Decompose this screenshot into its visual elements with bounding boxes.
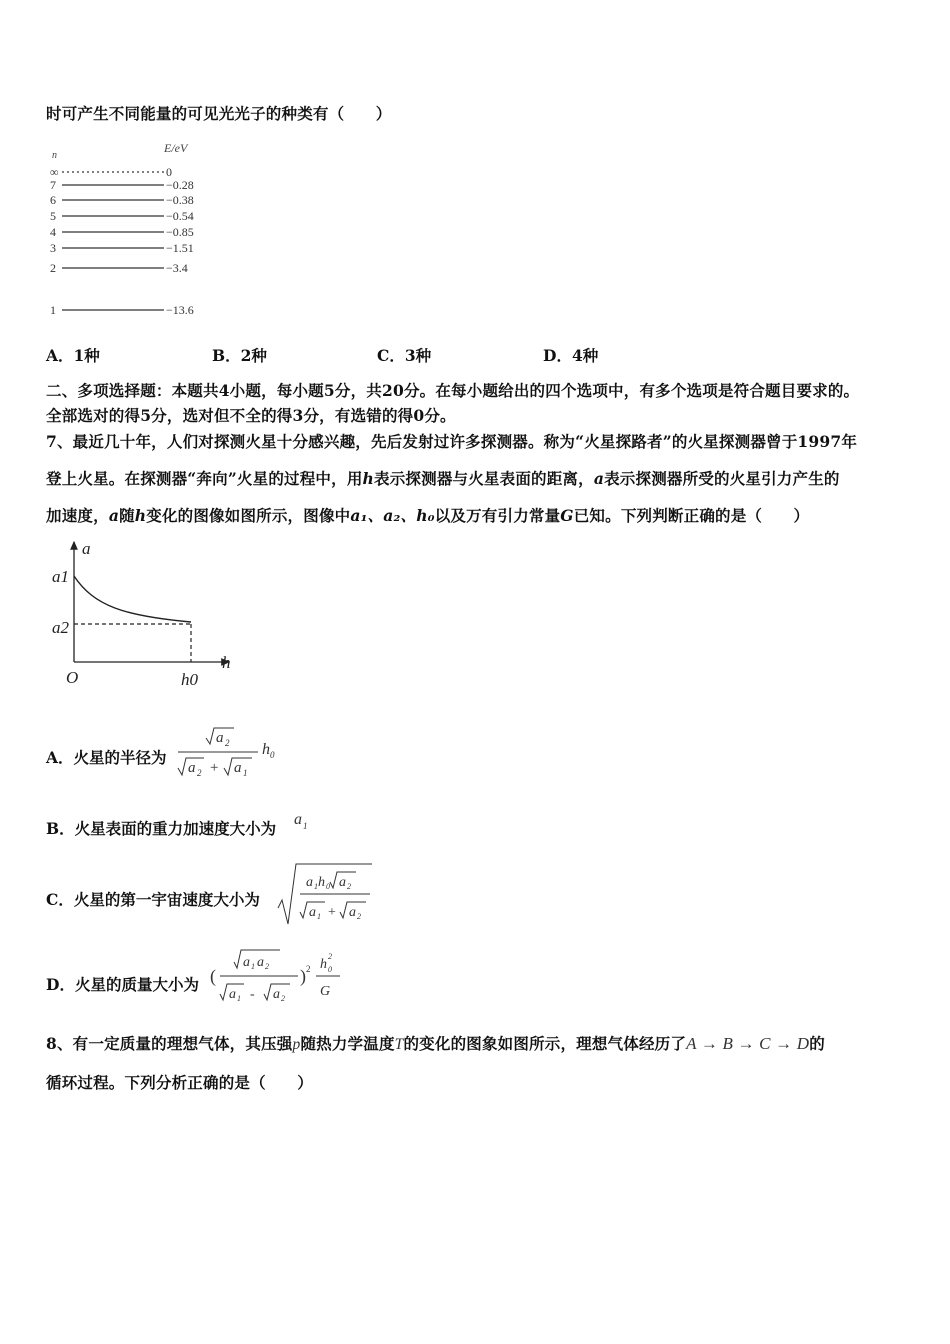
q7-var-a: a: [593, 469, 605, 488]
svg-text:a: a: [273, 987, 280, 1002]
q7-line3-text-b: 随: [119, 506, 135, 525]
energy-level-n: 2: [50, 261, 56, 275]
svg-text:1: 1: [243, 768, 248, 778]
q8-line1: [46, 1032, 825, 1054]
energy-level-n: 4: [50, 225, 56, 239]
energy-level-n: 5: [50, 209, 56, 223]
energy-level-value: −3.4: [166, 261, 188, 275]
q7-var-a2: a: [108, 506, 120, 525]
svg-text:a: a: [309, 905, 316, 920]
h0-label: h0: [181, 670, 198, 689]
svg-text:2: 2: [357, 912, 361, 921]
svg-text:1: 1: [237, 994, 241, 1003]
svg-text:+: +: [210, 760, 219, 776]
svg-text:1: 1: [314, 882, 318, 891]
svg-text:): ): [300, 966, 306, 986]
svg-text:+: +: [328, 905, 336, 920]
energy-level-n: 3: [50, 241, 56, 255]
q7-line3-text-c: 变化的图像如图所示，图像中: [146, 506, 351, 525]
q8-text-a: 8、有一定质量的理想气体，其压强: [46, 1034, 293, 1053]
q7-line3: [46, 504, 809, 526]
energy-level-n: 1: [50, 303, 56, 317]
q7-vars: a₁、a₂、h₀: [350, 506, 435, 525]
q7-line3-text-a: 加速度，: [46, 506, 109, 525]
svg-text:0: 0: [326, 882, 330, 891]
q7-line3-text-d: 以及万有引力常量: [434, 506, 561, 525]
energy-level-diagram: [46, 138, 216, 323]
q6-option-b[interactable]: B．2种: [212, 346, 267, 365]
a2-label: a2: [52, 618, 69, 637]
svg-text:G: G: [320, 984, 331, 999]
svg-text:a: a: [306, 875, 313, 890]
svg-text:0: 0: [328, 965, 332, 974]
svg-text:a: a: [234, 760, 242, 776]
e-axis-label: E/eV: [164, 141, 188, 155]
q6-option-a[interactable]: A．1种: [46, 346, 100, 365]
svg-text:2: 2: [197, 768, 202, 778]
q7-line3-text-e: 已知。下列判断正确的是（ ）: [573, 506, 810, 525]
q7-line1: 7、最近几十年，人们对探测火星十分感兴趣，先后发射过许多探测器。称为“火星探路者”的火星探测器曾于1997年: [46, 432, 858, 451]
q7-line2: [46, 467, 840, 489]
curve: [74, 576, 191, 622]
section2-line2: 全部选对的得5分，选对但不全的得3分，有选错的得0分。: [46, 406, 456, 425]
acceleration-height-graph: [44, 536, 244, 696]
q7-option-a-formula: [176, 720, 286, 782]
q8-line2: 循环过程。下列分析正确的是（ ）: [46, 1073, 313, 1092]
energy-level-value: −0.38: [166, 193, 194, 207]
n-axis-label: n: [52, 150, 57, 161]
svg-text:a: a: [243, 955, 250, 970]
energy-level-value: −13.6: [166, 303, 194, 317]
origin-label: O: [66, 668, 79, 687]
energy-level-value: 0: [166, 165, 172, 179]
svg-text:a: a: [257, 955, 264, 970]
q6-stem: 时可产生不同能量的可见光光子的种类有（ ）: [46, 104, 392, 123]
q7-var-h: h: [362, 469, 375, 488]
q7-var-G: G: [560, 506, 574, 525]
q8-text-b: 随热力学温度: [300, 1034, 395, 1053]
q8-cycle: A → B → C → D: [686, 1034, 810, 1053]
q7-option-a-text[interactable]: A．火星的半径为: [46, 748, 167, 767]
q8-var-T: T: [394, 1036, 404, 1053]
q6-option-c[interactable]: C．3种: [377, 346, 432, 365]
q7-var-h2: h: [134, 506, 147, 525]
a1-label: a1: [52, 567, 69, 586]
svg-text:1: 1: [251, 962, 255, 971]
energy-level-value: −0.85: [166, 225, 194, 239]
energy-level-value: −0.54: [166, 209, 194, 223]
q7-line2-text-c: 表示探测器所受的火星引力产生的: [604, 469, 840, 488]
svg-text:h: h: [318, 875, 325, 890]
svg-text:h: h: [262, 741, 270, 758]
svg-text:0: 0: [270, 750, 275, 760]
svg-text:1: 1: [303, 821, 308, 831]
svg-text:a: a: [188, 760, 196, 776]
q8-var-p: p: [292, 1036, 301, 1053]
svg-text:2: 2: [306, 964, 311, 974]
svg-text:a: a: [229, 987, 236, 1002]
svg-text:2: 2: [328, 952, 332, 961]
svg-text:-: -: [250, 987, 255, 1002]
svg-text:1: 1: [317, 912, 321, 921]
energy-level-n: 7: [50, 178, 56, 192]
svg-text:(: (: [210, 966, 216, 986]
svg-text:a: a: [294, 811, 302, 828]
svg-text:h: h: [320, 957, 327, 972]
svg-text:2: 2: [225, 738, 230, 748]
svg-text:a: a: [339, 875, 346, 890]
q7-option-c-formula: [276, 860, 376, 928]
y-axis-label: a: [82, 539, 91, 558]
q7-option-c-text[interactable]: C．火星的第一宇宙速度大小为: [46, 890, 260, 909]
q7-option-b-formula: [292, 808, 316, 834]
q6-option-d[interactable]: D．4种: [543, 346, 599, 365]
svg-text:2: 2: [281, 994, 285, 1003]
q7-line2-text-a: 登上火星。在探测器“奔向”火星的过程中，用: [46, 469, 363, 488]
energy-level-n: ∞: [50, 165, 59, 179]
section2-line1: 二、多项选择题：本题共4小题，每小题5分，共20分。在每小题给出的四个选项中，有多个选项是符合题目要求的。: [46, 381, 860, 400]
svg-text:a: a: [349, 905, 356, 920]
svg-text:a: a: [216, 730, 224, 746]
svg-text:2: 2: [347, 882, 351, 891]
energy-level-value: −1.51: [166, 241, 194, 255]
q8-text-d: 的: [809, 1034, 825, 1053]
energy-level-n: 6: [50, 193, 56, 207]
q7-option-d-text[interactable]: D．火星的质量大小为: [46, 975, 199, 994]
energy-level-value: −0.28: [166, 178, 194, 192]
x-axis-label: h: [222, 653, 231, 672]
q8-text-c: 的变化的图象如图所示，理想气体经历了: [403, 1034, 687, 1053]
svg-text:2: 2: [265, 962, 269, 971]
q7-option-b-text[interactable]: B．火星表面的重力加速度大小为: [46, 819, 277, 838]
q7-line2-text-b: 表示探测器与火星表面的距离，: [374, 469, 594, 488]
q7-option-d-formula: [208, 944, 348, 1006]
